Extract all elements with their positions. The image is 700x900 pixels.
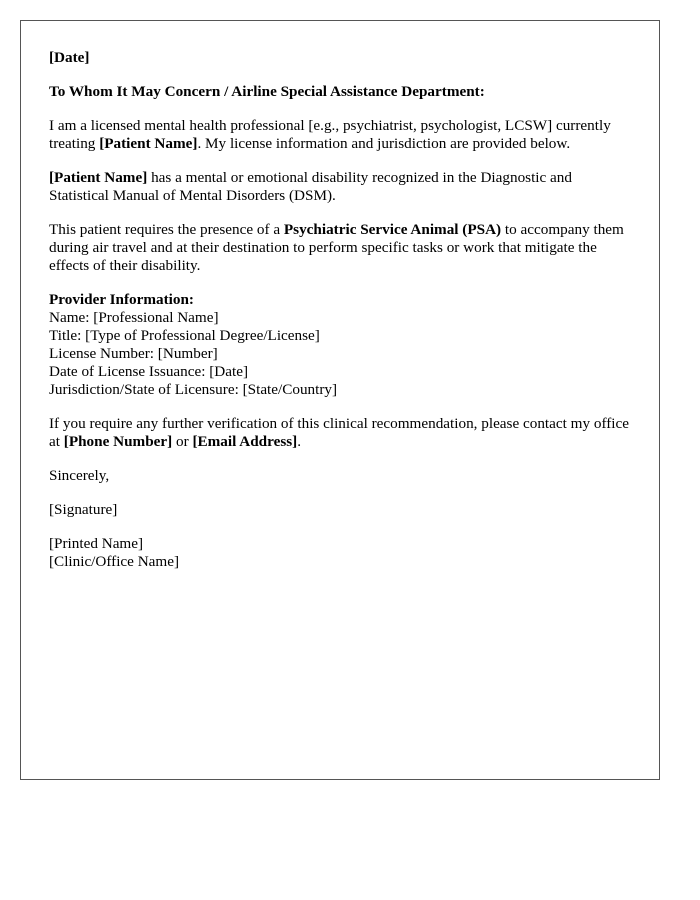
- paragraph-contact: [49, 415, 631, 451]
- para4-text-3: .: [297, 433, 302, 450]
- para4-email: [Email Address]: [192, 433, 298, 450]
- para1-patient-name: [Patient Name]: [99, 135, 198, 152]
- date-text: [Date]: [49, 49, 90, 66]
- date-line: [49, 49, 631, 67]
- signer-block: [49, 535, 631, 571]
- provider-name-line: Name: [Professional Name]: [49, 309, 219, 326]
- clinic-name-text: [Clinic/Office Name]: [49, 553, 180, 570]
- closing-text: Sincerely,: [49, 467, 110, 484]
- para1-text-1: I am a licensed mental health professional [e.g., psychiatrist, psychologist, LCSW] currently treating: [49, 117, 611, 152]
- paragraph-psa-requirement: [49, 221, 631, 275]
- para4-text-2: or: [172, 433, 193, 450]
- paragraph-professional-intro: [49, 117, 631, 153]
- salutation-line: [49, 83, 631, 101]
- para3-text-1: This patient requires the presence of a: [49, 221, 284, 238]
- closing-line: [49, 467, 631, 485]
- para1-text-2: . My license information and jurisdiction are provided below.: [197, 135, 571, 152]
- signature-line: [49, 501, 631, 519]
- para4-text-1: If you require any further verification of this clinical recommendation, please contact my office at: [49, 415, 629, 450]
- printed-name-text: [Printed Name]: [49, 535, 144, 552]
- para3-text-2: to accompany them during air travel and at their destination to perform specific tasks or work that mitigate the effects of their disability.: [49, 221, 624, 274]
- paragraph-diagnosis: [49, 169, 631, 205]
- letter-page: [20, 20, 660, 780]
- provider-jurisdiction-line: Jurisdiction/State of Licensure: [State/Country]: [49, 381, 338, 398]
- provider-information-block: [49, 291, 631, 399]
- provider-license-date-line: Date of License Issuance: [Date]: [49, 363, 249, 380]
- para2-text-1: has a mental or emotional disability recognized in the Diagnostic and Statistical Manual of Mental Disorders (DSM).: [49, 169, 572, 204]
- salutation-text: To Whom It May Concern / Airline Special Assistance Department:: [49, 83, 485, 100]
- para2-patient-name: [Patient Name]: [49, 169, 148, 186]
- signature-text: [Signature]: [49, 501, 118, 518]
- para3-psa-term: Psychiatric Service Animal (PSA): [283, 221, 502, 238]
- provider-license-number-line: License Number: [Number]: [49, 345, 218, 362]
- provider-title-line: Title: [Type of Professional Degree/License]: [49, 327, 320, 344]
- provider-heading: Provider Information:: [49, 291, 194, 308]
- para4-phone: [Phone Number]: [63, 433, 173, 450]
